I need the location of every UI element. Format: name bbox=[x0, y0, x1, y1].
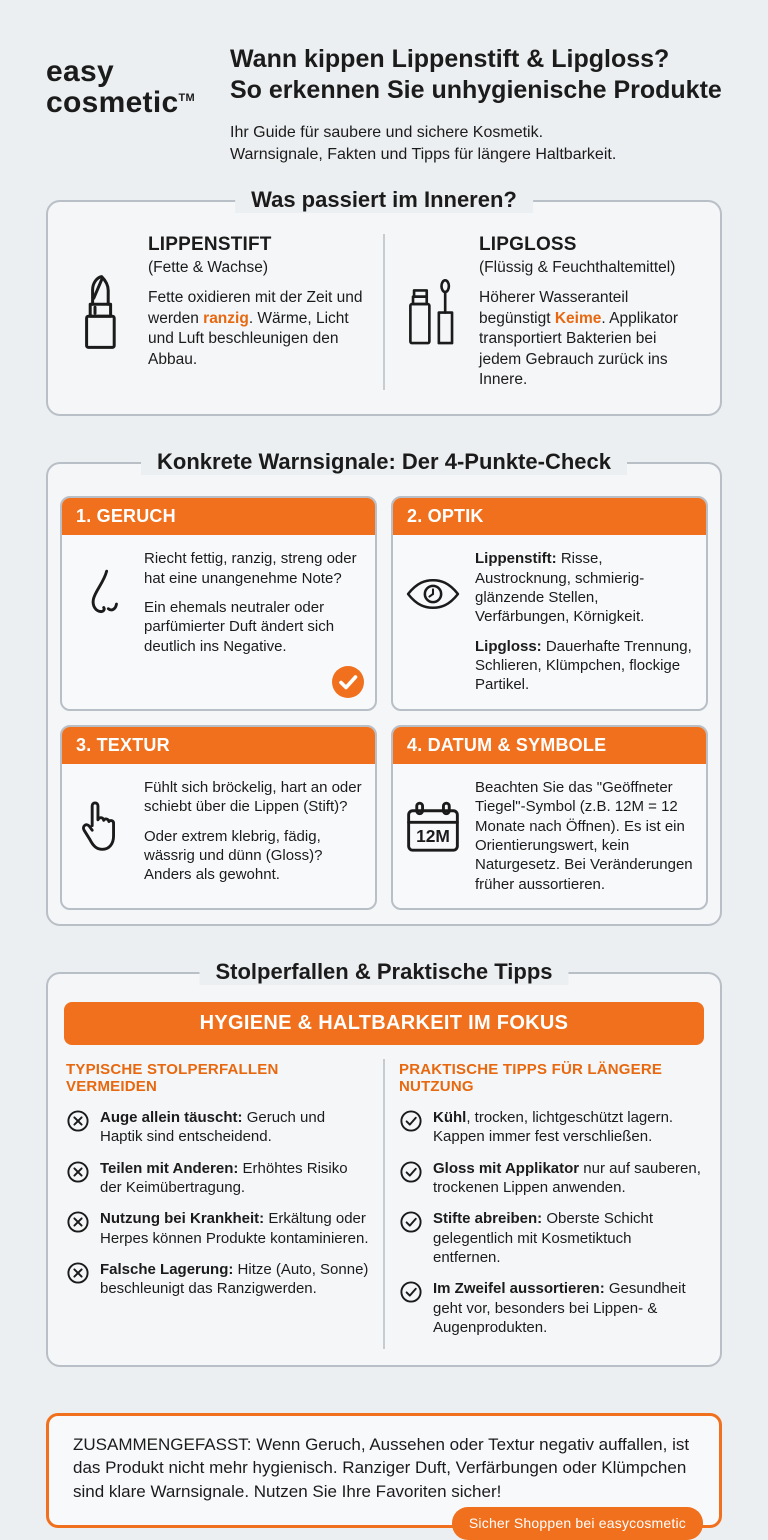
tip-text: Kühl, trocken, lichtgeschützt lagern. Kappen immer fest verschließen. bbox=[433, 1108, 674, 1146]
section-inside bbox=[46, 187, 722, 416]
card-textur bbox=[60, 725, 377, 910]
check-grid bbox=[48, 464, 720, 923]
calendar-12m-label: 12M bbox=[416, 825, 450, 846]
lipgloss-icon bbox=[399, 234, 465, 390]
brand-logo bbox=[46, 44, 206, 166]
card-geruch-text bbox=[144, 549, 363, 656]
inside-columns bbox=[48, 202, 720, 414]
card-datum-header: 4. DATUM & SYMBOLE bbox=[393, 727, 706, 764]
page-title-line2: So erkennen Sie unhygienische Produkte bbox=[230, 76, 722, 104]
pitfall-item bbox=[66, 1260, 369, 1299]
datum-paragraph-1: Beachten Sie das "Geöffneter Tiegel"-Symbol (z.B. 12M = 12 Monate nach Öffnen). Es ist ein Orientierungswert, kein Naturgesetz. Bei Veränderungen früher aussortieren. bbox=[475, 778, 693, 893]
geruch-paragraph-1: Riecht fettig, ranzig, streng oder hat eine unangenehme Note? bbox=[144, 550, 357, 587]
lipstick-subheading: (Fette & Wachse) bbox=[148, 259, 269, 277]
tip-item bbox=[399, 1159, 702, 1198]
circle-x-icon bbox=[66, 1261, 90, 1299]
card-textur-text bbox=[144, 778, 363, 885]
subtitle-line1: Ihr Guide für saubere und sichere Kosmetik. bbox=[230, 124, 544, 141]
headline-block bbox=[230, 44, 722, 166]
section-check bbox=[46, 449, 722, 925]
tip-text: Im Zweifel aussortieren: Gesundheit geht vor, besonders bei Lippen- & Augenprodukten. bbox=[433, 1280, 686, 1336]
header bbox=[46, 44, 722, 166]
pitfall-item bbox=[66, 1159, 369, 1198]
card-geruch-body bbox=[62, 535, 375, 670]
section-tips-title: Stolperfallen & Praktische Tipps bbox=[199, 959, 568, 985]
summary-text: Wenn Geruch, Aussehen oder Textur negativ auffallen, ist das Produkt nicht mehr hygienisch. Ranziger Duft, Verfärbungen oder Klümpchen sind klare Warnsignale. Nutzen Sie Ihre Favoriten sicher! bbox=[73, 1435, 690, 1501]
circle-x-icon bbox=[66, 1109, 90, 1147]
summary-lead: ZUSAMMENGEFASST: bbox=[73, 1435, 252, 1455]
pitfall-text: Auge allein täuscht: Geruch und Haptik sind entscheidend. bbox=[100, 1108, 326, 1146]
section-inside-title: Was passiert im Inneren? bbox=[235, 187, 533, 213]
nose-icon bbox=[70, 549, 134, 656]
lipstick-body: Fette oxidieren mit der Zeit und werden ranzig. Wärme, Licht und Luft beschleunigen den Abbau. bbox=[148, 289, 363, 368]
textur-paragraph-1: Fühlt sich bröckelig, hart an oder schiebt über die Lippen (Stift)? bbox=[144, 778, 362, 816]
page-title-line1: Wann kippen Lippenstift & Lipgloss? bbox=[230, 45, 670, 73]
circle-check-icon bbox=[399, 1109, 423, 1147]
tip-item bbox=[399, 1108, 702, 1147]
optik-paragraph-1: Lippenstift: Risse, Austrocknung, schmierig-glänzende Stellen, Verfärbungen, Körnigkeit. bbox=[475, 550, 645, 626]
focus-banner: HYGIENE & HALTBARKEIT IM FOKUS bbox=[64, 1002, 704, 1045]
card-geruch-header: 1. GERUCH bbox=[62, 498, 375, 535]
highlight-ranzig: ranzig bbox=[203, 309, 249, 327]
textur-paragraph-2: Oder extrem klebrig, fädig, wässrig und dünn (Gloss)? Anders als gewohnt. bbox=[144, 827, 323, 884]
trademark-symbol: TM bbox=[178, 92, 195, 105]
card-datum-body bbox=[393, 764, 706, 908]
lipgloss-subheading: (Flüssig & Feuchthaltemittel) bbox=[479, 259, 676, 277]
card-optik-body bbox=[393, 535, 706, 708]
card-optik-text bbox=[475, 549, 694, 694]
brand-line2: cosmetic™ bbox=[46, 86, 195, 120]
pitfall-text: Teilen mit Anderen: Erhöhtes Risiko der Keimübertragung. bbox=[100, 1159, 348, 1196]
section-check-title: Konkrete Warnsignale: Der 4-Punkte-Check bbox=[141, 449, 627, 475]
lipstick-column bbox=[54, 234, 383, 390]
tips-columns bbox=[48, 1059, 720, 1365]
geruch-paragraph-2: Ein ehemals neutraler oder parfümierter Duft ändert sich deutlich ins Negative. bbox=[144, 599, 335, 655]
tip-text: Stifte abreiben: Oberste Schicht gelegentlich mit Kosmetiktuch entfernen. bbox=[433, 1210, 654, 1266]
circle-check-icon bbox=[399, 1160, 423, 1198]
pitfall-text: Falsche Lagerung: Hitze (Auto, Sonne) beschleunigt das Ranzigwerden. bbox=[100, 1260, 369, 1298]
optik-paragraph-2: Lipgloss: Dauerhafte Trennung, Schlieren, Klümpchen, flockige Partikel. bbox=[475, 637, 692, 694]
card-datum bbox=[391, 725, 708, 910]
tip-text: Gloss mit Applikator nur auf sauberen, trockenen Lippen anwenden. bbox=[433, 1159, 701, 1196]
tips-column bbox=[383, 1059, 716, 1349]
lipgloss-body: Höherer Wasseranteil begünstigt Keime. Applikator transportiert Bakterien bei jedem Gebrauch zurück ins Innere. bbox=[479, 289, 679, 388]
pitfall-text: Nutzung bei Krankheit: Erkältung oder Herpes können Produkte kontaminieren. bbox=[100, 1210, 369, 1247]
lipgloss-text bbox=[479, 234, 700, 390]
card-textur-body bbox=[62, 764, 375, 899]
card-optik-header: 2. OPTIK bbox=[393, 498, 706, 535]
subtitle-line2: Warnsignale, Fakten und Tipps für längere Haltbarkeit. bbox=[230, 146, 617, 164]
eye-icon bbox=[401, 549, 465, 694]
tip-item bbox=[399, 1209, 702, 1267]
page-subtitle bbox=[230, 122, 722, 166]
lipstick-heading: LIPPENSTIFT bbox=[148, 234, 272, 256]
circle-check-icon bbox=[399, 1210, 423, 1267]
pitfall-item bbox=[66, 1209, 369, 1248]
brand-line1: easy bbox=[46, 55, 114, 88]
touch-hand-icon bbox=[70, 778, 134, 885]
orange-check-badge-icon bbox=[331, 665, 365, 699]
circle-x-icon bbox=[66, 1210, 90, 1248]
shop-badge-button[interactable]: Sicher Shoppen bei easycosmetic bbox=[452, 1507, 703, 1540]
lipstick-icon bbox=[68, 234, 134, 390]
summary-box bbox=[46, 1413, 722, 1531]
card-datum-text bbox=[475, 778, 694, 894]
calendar-icon bbox=[401, 778, 465, 894]
lipgloss-column bbox=[383, 234, 714, 390]
circle-check-icon bbox=[399, 1280, 423, 1337]
section-tips bbox=[46, 958, 722, 1367]
tip-item bbox=[399, 1279, 702, 1337]
card-optik bbox=[391, 496, 708, 710]
lipgloss-heading: LIPGLOSS bbox=[479, 234, 577, 256]
pitfall-item bbox=[66, 1108, 369, 1147]
card-geruch bbox=[60, 496, 377, 710]
circle-x-icon bbox=[66, 1160, 90, 1198]
card-textur-header: 3. TEXTUR bbox=[62, 727, 375, 764]
pitfalls-heading: TYPISCHE STOLPERFALLEN VERMEIDEN bbox=[66, 1060, 279, 1095]
tips-heading: PRAKTISCHE TIPPS FÜR LÄNGERE NUTZUNG bbox=[399, 1060, 663, 1095]
lipstick-text bbox=[148, 234, 369, 390]
highlight-keime: Keime bbox=[554, 309, 602, 327]
pitfalls-column bbox=[52, 1059, 383, 1349]
